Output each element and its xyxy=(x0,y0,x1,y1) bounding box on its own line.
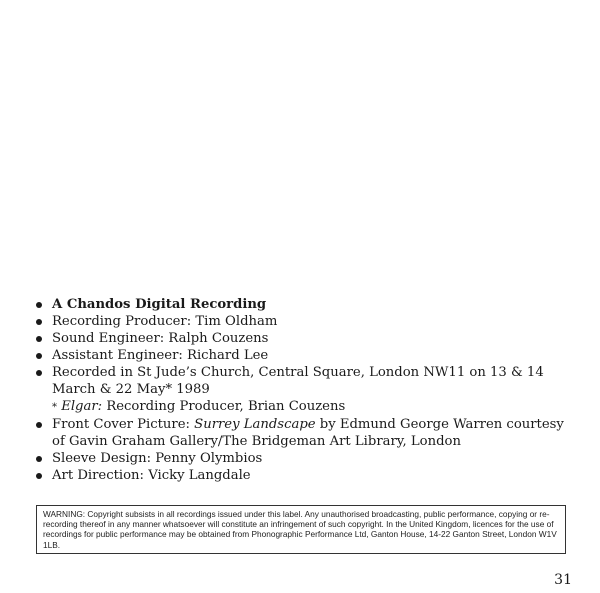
elgar-note xyxy=(52,398,566,416)
credit-heading-text: A Chandos Digital Recording xyxy=(52,297,267,312)
credit-assistant-engineer xyxy=(36,347,566,364)
credit-heading xyxy=(36,296,566,313)
copyright-warning-box xyxy=(36,505,566,554)
credit-producer xyxy=(36,313,566,330)
elgar-note-asterisk: * xyxy=(52,402,57,413)
cover-title: Surrey Landscape xyxy=(194,417,316,432)
credits-list xyxy=(36,296,566,484)
credit-producer-text: Recording Producer: Tim Oldham xyxy=(52,314,278,329)
copyright-warning-text: WARNING: Copyright subsists in all recordings issued under this label. Any unauthorised broadcasting, public performance, copying or re-recording thereof in any manner whatsoever will constitute an infringement of such copyright. In the United Kingdom, licences for the use of recordings for public performance may be obtained from Phonographic Performance Ltd, Ganton House, 14-22 Ganton Street, London W1V 1LB. xyxy=(43,509,557,550)
elgar-note-text: Recording Producer, Brian Couzens xyxy=(106,399,346,414)
bullet-icon xyxy=(36,319,42,325)
credit-art-direction-text: Art Direction: Vicky Langdale xyxy=(52,468,251,483)
credit-sound-engineer-text: Sound Engineer: Ralph Couzens xyxy=(52,331,269,346)
credit-art-direction xyxy=(36,467,566,484)
cover-prefix: Front Cover Picture: xyxy=(52,417,195,432)
page-number: 31 xyxy=(554,572,572,588)
credit-sleeve-design xyxy=(36,450,566,467)
bullet-icon xyxy=(36,456,42,462)
elgar-note-name: Elgar: xyxy=(61,399,103,414)
credit-sound-engineer xyxy=(36,330,566,347)
credit-cover-picture xyxy=(36,416,566,450)
bullet-icon xyxy=(36,302,42,308)
credit-sleeve-design-text: Sleeve Design: Penny Olymbios xyxy=(52,451,263,466)
bullet-icon xyxy=(36,473,42,479)
bullet-icon xyxy=(36,336,42,342)
cover-suffix: by Edmund George Warren courtesy of Gavin Graham Gallery/The Bridgeman Art Library, London xyxy=(52,417,564,449)
credit-assistant-engineer-text: Assistant Engineer: Richard Lee xyxy=(52,348,269,363)
bullet-icon xyxy=(36,370,42,376)
credit-recorded-in-text: Recorded in St Jude’s Church, Central Square, London NW11 on 13 & 14 March & 22 May* 1989 xyxy=(52,365,544,397)
bullet-icon xyxy=(36,422,42,428)
bullet-icon xyxy=(36,353,42,359)
credit-recorded-in xyxy=(36,364,566,416)
